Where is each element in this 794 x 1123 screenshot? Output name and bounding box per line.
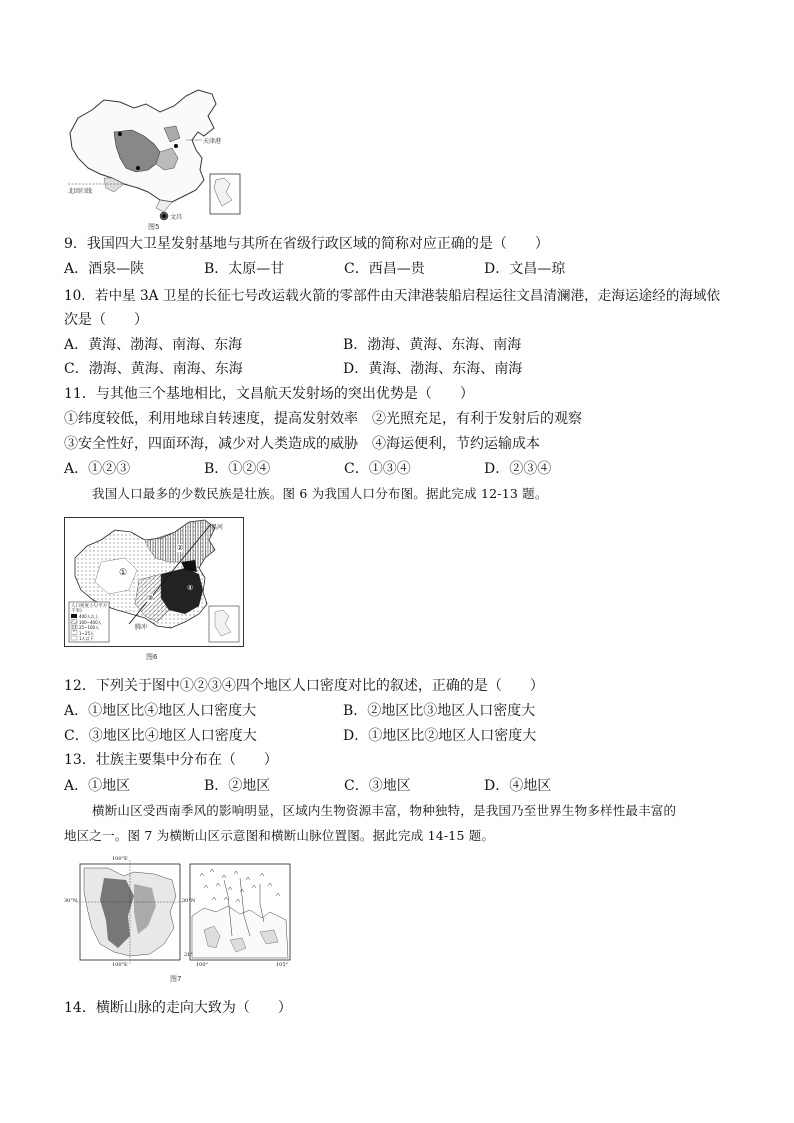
left-map-lat-left: 30°N — [64, 898, 78, 904]
region-1-label: ① — [119, 568, 128, 578]
figure-7 — [64, 856, 304, 972]
legend-item-3: 25~100人 — [79, 625, 100, 630]
question-11-stem: 11．与其他三个基地相比，文昌航天发射场的突出优势是（ ） — [64, 386, 474, 402]
legend-item-1: 400人以上 — [79, 614, 99, 619]
q10-option-c: C．渤海、黄海、南海、东海 — [64, 361, 243, 377]
legend-item-5: 1人以下 — [79, 636, 94, 641]
q13-option-b: B．②地区 — [204, 778, 271, 794]
q10-option-a: A．黄海、渤海、南海、东海 — [64, 337, 243, 353]
q13-option-d: D．④地区 — [484, 778, 552, 794]
right-map-lon-100: 100° — [196, 962, 209, 968]
q12-option-a: A．①地区比④地区人口密度大 — [64, 703, 257, 719]
question-10-stem-line2: 次是（ ） — [64, 312, 148, 328]
region-4-label: ④ — [187, 584, 194, 592]
q10-option-d: D．黄海、渤海、东海、南海 — [343, 361, 523, 377]
figure-6 — [64, 517, 244, 647]
q11-option-b: B．①②④ — [204, 461, 271, 477]
question-14-stem: 14．横断山脉的走向大致为（ ） — [64, 1000, 292, 1016]
intro-14-15-line2: 地区之一。图 7 为横断山区示意图和横断山脉位置图。据此完成 14-15 题。 — [64, 828, 495, 843]
legend-item-2: 100~400人 — [79, 619, 102, 625]
region-2-label: ② — [177, 544, 184, 552]
q9-option-b: B．太原—甘 — [204, 261, 285, 277]
legend-item-4: 1~25人 — [79, 630, 94, 636]
question-12-stem: 12．下列关于图中①②③④四个地区人口密度对比的叙述，正确的是（ ） — [64, 678, 544, 694]
q11-statements-3-4: ③安全性好，四面环海，减少对人类造成的威胁 ④海运便利，节约运输成本 — [64, 436, 540, 452]
q12-option-c: C．③地区比④地区人口密度大 — [64, 728, 257, 744]
q13-option-c: C．③地区 — [344, 778, 411, 794]
figure-5-caption: 图5 — [148, 223, 160, 231]
q12-option-b: B．②地区比③地区人口密度大 — [343, 703, 536, 719]
label-wenchang: 文昌 — [170, 214, 183, 221]
q11-option-d: D．②③④ — [484, 461, 552, 477]
question-10-stem-line1: 10．若中星 3A 卫星的长征七号改运载火箭的零部件由天津港装船启程运往文昌清澜港，走海运途经的海域依 — [64, 288, 721, 304]
china-launch-sites-map — [64, 88, 244, 228]
region-3-label: ③ — [147, 594, 154, 602]
q11-statements-1-2: ①纬度较低，利用地球自转速度，提高发射效率 ②光照充足，有利于发射后的观察 — [64, 411, 582, 427]
label-tianjin: 天津港 — [203, 138, 222, 145]
label-tengchong: 腾冲 — [135, 624, 148, 631]
left-map-lon-bottom: 100°E — [112, 962, 128, 968]
q9-option-d: D．文昌—琼 — [484, 261, 566, 277]
right-map-lon-105: 105° — [276, 962, 289, 968]
figure-7-caption: 图7 — [170, 975, 182, 983]
q9-option-a: A．酒泉—陕 — [64, 261, 145, 277]
intro-14-15-line1: 横断山区受西南季风的影响明显，区域内生物资源丰富，物种独特，是我国乃至世界生物多样性最丰富的 — [92, 803, 677, 818]
figure-6-caption: 图6 — [146, 653, 158, 661]
right-map-lat-21: 21° — [184, 952, 193, 958]
q9-option-c: C．西昌—贵 — [344, 261, 425, 277]
q11-option-c: C．①③④ — [344, 461, 411, 477]
q12-option-d: D．①地区比②地区人口密度大 — [343, 728, 537, 744]
question-13-stem: 13．壮族主要集中分布在（ ） — [64, 752, 278, 768]
q11-option-a: A．①②③ — [64, 461, 131, 477]
label-tropic: 北回归线 — [68, 188, 93, 195]
figure-5 — [64, 88, 244, 228]
label-heihe: 黑河 — [211, 524, 224, 531]
left-map-lat-right: 30°N — [182, 898, 196, 904]
question-9-stem: 9．我国四大卫星发射基地与其所在省级行政区域的简称对应正确的是（ ） — [64, 236, 549, 252]
intro-12-13: 我国人口最多的少数民族是壮族。图 6 为我国人口分布图。据此完成 12-13 题。 — [92, 486, 548, 501]
q10-option-b: B．渤海、黄海、东海、南海 — [343, 337, 522, 353]
left-map-lon-top: 100°E — [112, 856, 128, 862]
q13-option-a: A．①地区 — [64, 778, 131, 794]
legend-title: 人口密度 (人/平方千米) — [71, 604, 108, 614]
